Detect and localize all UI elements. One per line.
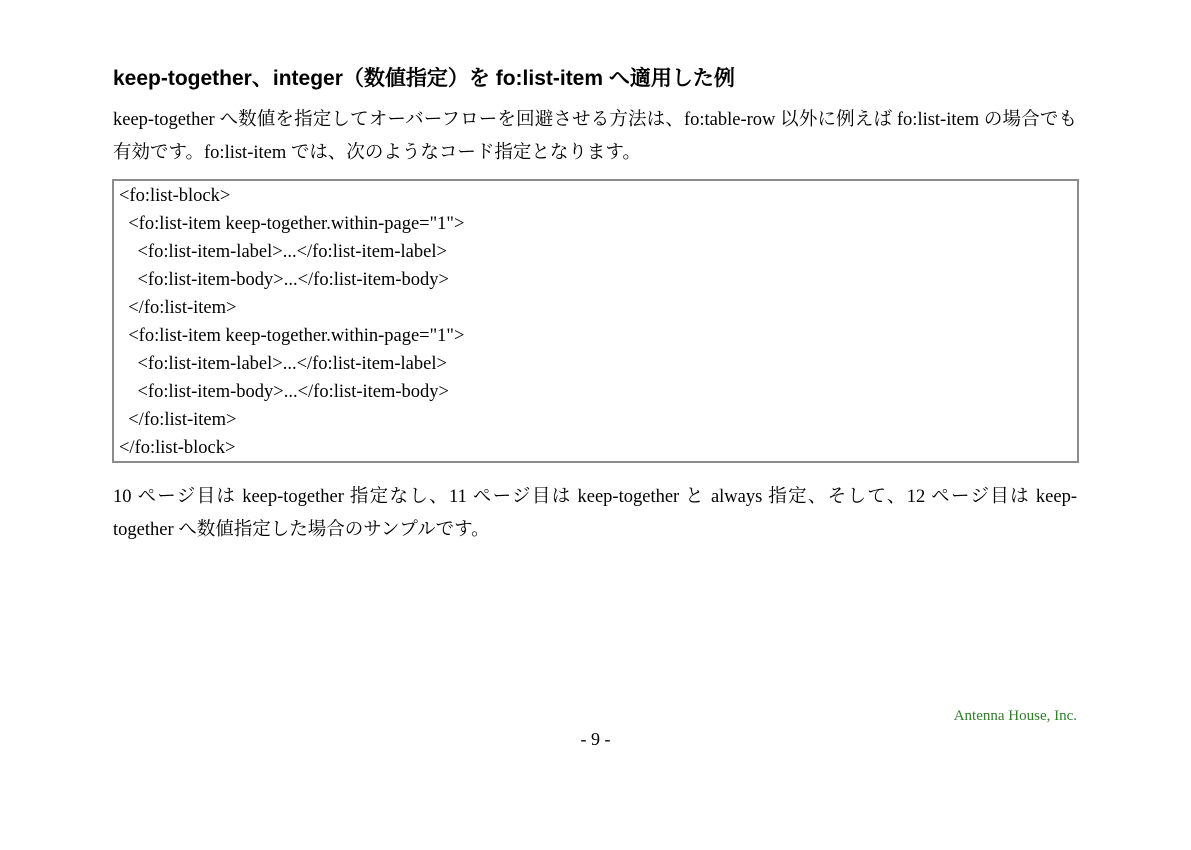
code-line: <fo:list-item keep-together.within-page="1"> [119,214,465,234]
code-line: <fo:list-item-body>...</fo:list-item-body> [119,382,449,402]
code-line: <fo:list-item-label>...</fo:list-item-label> [119,354,447,374]
code-line: </fo:list-item> [119,410,237,430]
code-block [112,179,1079,463]
company-name: Antenna House, Inc. [953,708,1077,724]
code-line: <fo:list-block> [119,186,231,206]
intro-paragraph: keep-together へ数値を指定してオーバーフローを回避させる方法は、fo:table-row 以外に例えば fo:list-item の場合でも有効です。fo:list-item では、次のようなコード指定となります。 [113,110,1077,163]
section-heading: keep-together、integer（数値指定）を fo:list-item へ適用した例 [113,67,735,90]
code-line: <fo:list-item-body>...</fo:list-item-body> [119,270,449,290]
code-line: </fo:list-block> [119,438,236,458]
page-number: - 9 - [580,729,611,749]
outro-paragraph: 10 ページ目は keep-together 指定なし、11 ページ目は keep-together と always 指定、そして、12 ページ目は keep-together へ数値指定した場合のサンプルです。 [113,487,1077,540]
code-line: <fo:list-item keep-together.within-page="1"> [119,326,465,346]
code-line: <fo:list-item-label>...</fo:list-item-label> [119,242,447,262]
code-line: </fo:list-item> [119,298,237,318]
